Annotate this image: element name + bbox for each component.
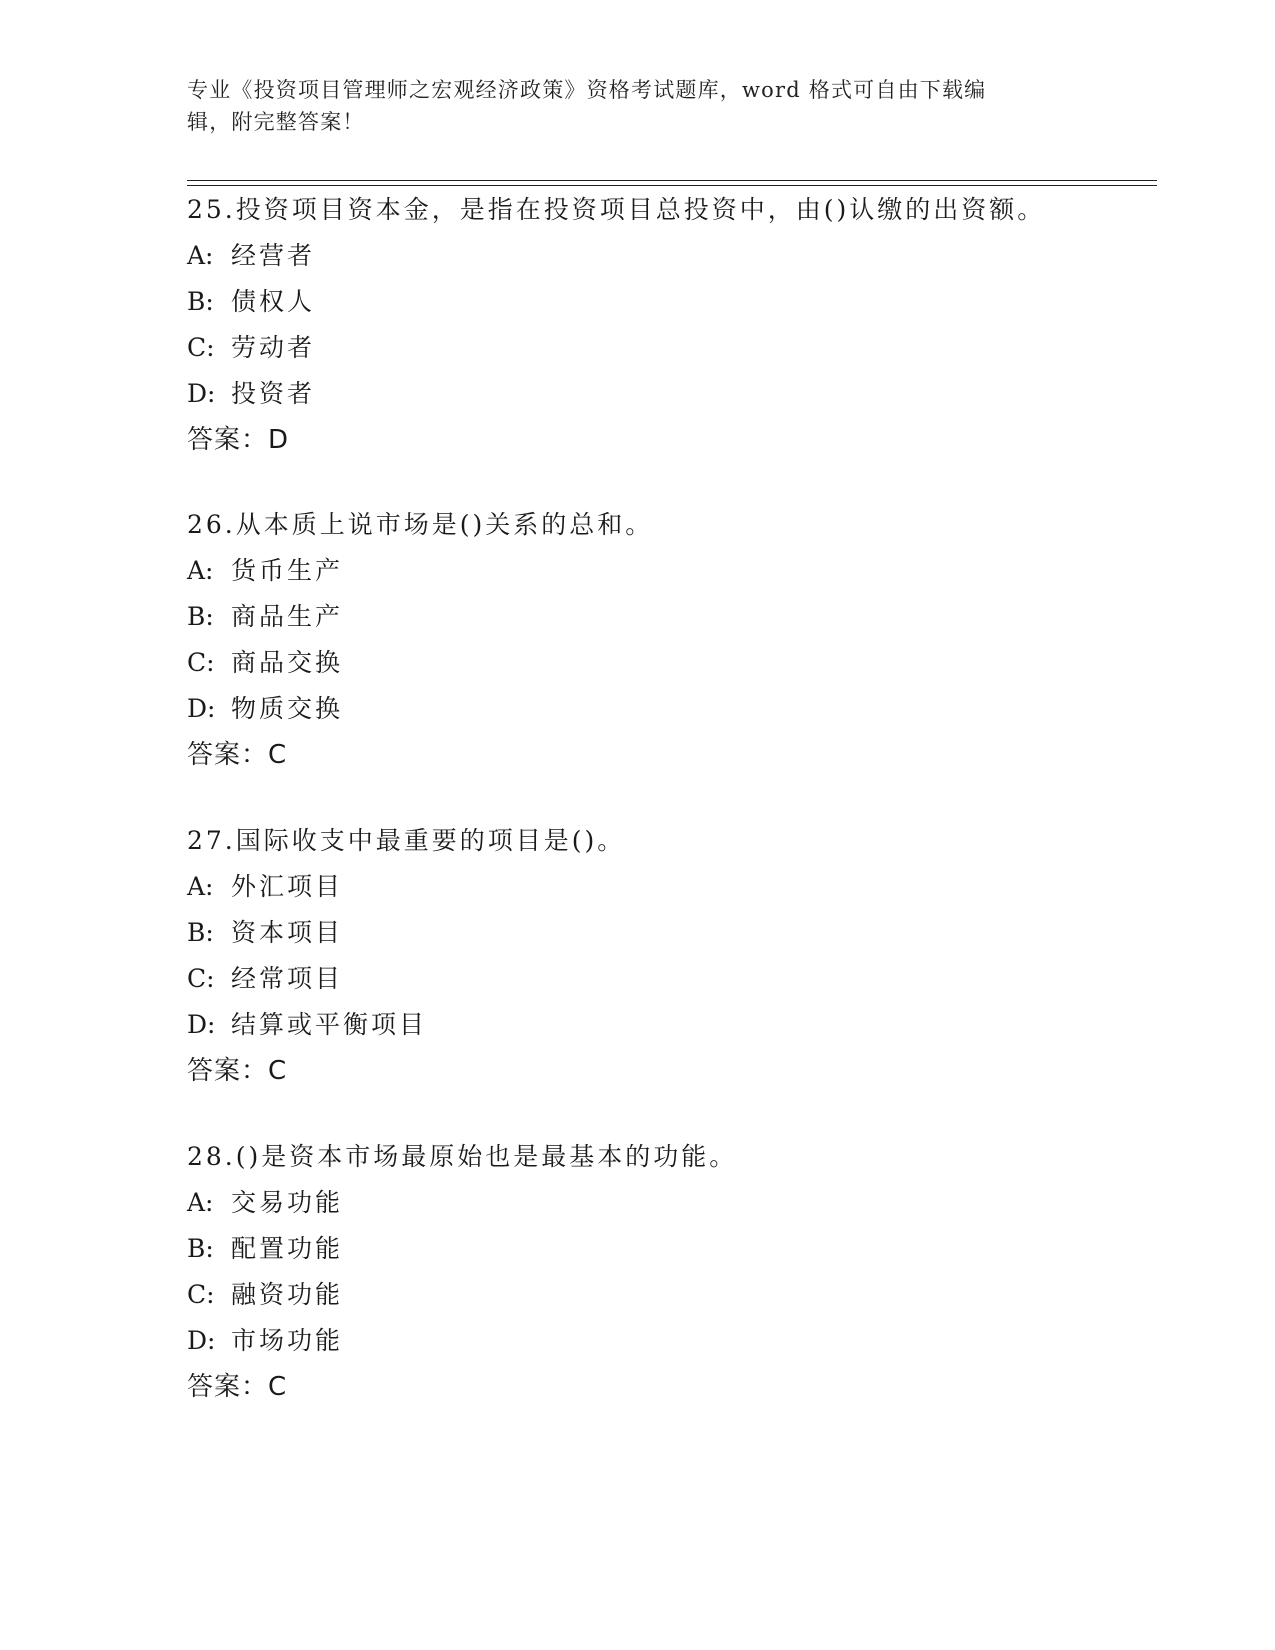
option-text: 物质交换 (231, 694, 344, 723)
option-text: 商品生产 (231, 602, 344, 631)
option-key: D: (187, 1326, 216, 1355)
option-a (187, 556, 1187, 586)
question-stem: 26.从本质上说市场是()关系的总和。 (187, 510, 654, 539)
option-text: 融资功能 (231, 1280, 344, 1309)
option-text: 市场功能 (231, 1326, 344, 1355)
option-b (187, 1234, 1187, 1264)
answer-line: 答案：C (187, 1372, 288, 1402)
option-key: A: (187, 872, 214, 901)
option-a (187, 1188, 1187, 1218)
option-text: 商品交换 (231, 648, 344, 677)
option-key: C: (187, 964, 215, 993)
document-header (187, 74, 1067, 138)
answer-line: 答案：C (187, 1056, 288, 1086)
option-text: 经营者 (231, 241, 316, 270)
option-c (187, 1280, 1187, 1310)
option-text: 交易功能 (231, 1188, 344, 1217)
option-key: A: (187, 241, 214, 270)
option-key: A: (187, 556, 214, 585)
option-key: A: (187, 1188, 214, 1217)
question-26 (187, 510, 1187, 770)
option-text: 结算或平衡项目 (231, 1010, 428, 1039)
option-d (187, 694, 1187, 724)
option-d (187, 379, 1187, 409)
question-stem: 25.投资项目资本金，是指在投资项目总投资中，由()认缴的出资额。 (187, 195, 1046, 224)
option-key: B: (187, 918, 214, 947)
option-b (187, 287, 1187, 317)
header-line-2: 辑，附完整答案！ (187, 110, 365, 134)
option-b (187, 602, 1187, 632)
option-key: C: (187, 648, 215, 677)
option-text: 投资者 (231, 379, 316, 408)
option-text: 经常项目 (231, 964, 344, 993)
option-text: 债权人 (231, 287, 316, 316)
option-key: D: (187, 379, 216, 408)
option-b (187, 918, 1187, 948)
question-stem: 28.()是资本市场最原始也是最基本的功能。 (187, 1142, 738, 1171)
option-key: B: (187, 602, 214, 631)
header-line-1: 专业《投资项目管理师之宏观经济政策》资格考试题库，word 格式可自由下载编 (187, 78, 987, 102)
header-divider (187, 180, 1157, 186)
option-text: 货币生产 (231, 556, 344, 585)
option-a (187, 872, 1187, 902)
option-d (187, 1010, 1187, 1040)
option-key: C: (187, 1280, 215, 1309)
question-stem: 27.国际收支中最重要的项目是()。 (187, 826, 626, 855)
option-c (187, 648, 1187, 678)
answer-line: 答案：C (187, 740, 288, 770)
option-text: 外汇项目 (231, 872, 344, 901)
option-key: C: (187, 333, 215, 362)
question-28 (187, 1142, 1187, 1402)
option-c (187, 964, 1187, 994)
option-d (187, 1326, 1187, 1356)
option-key: B: (187, 287, 214, 316)
answer-line: 答案：D (187, 425, 290, 455)
option-a (187, 241, 1187, 271)
option-text: 劳动者 (231, 333, 316, 362)
option-text: 资本项目 (231, 918, 344, 947)
option-key: B: (187, 1234, 214, 1263)
question-27 (187, 826, 1187, 1086)
option-text: 配置功能 (231, 1234, 344, 1263)
option-key: D: (187, 1010, 216, 1039)
option-key: D: (187, 694, 216, 723)
option-c (187, 333, 1187, 363)
question-25 (187, 195, 1187, 455)
